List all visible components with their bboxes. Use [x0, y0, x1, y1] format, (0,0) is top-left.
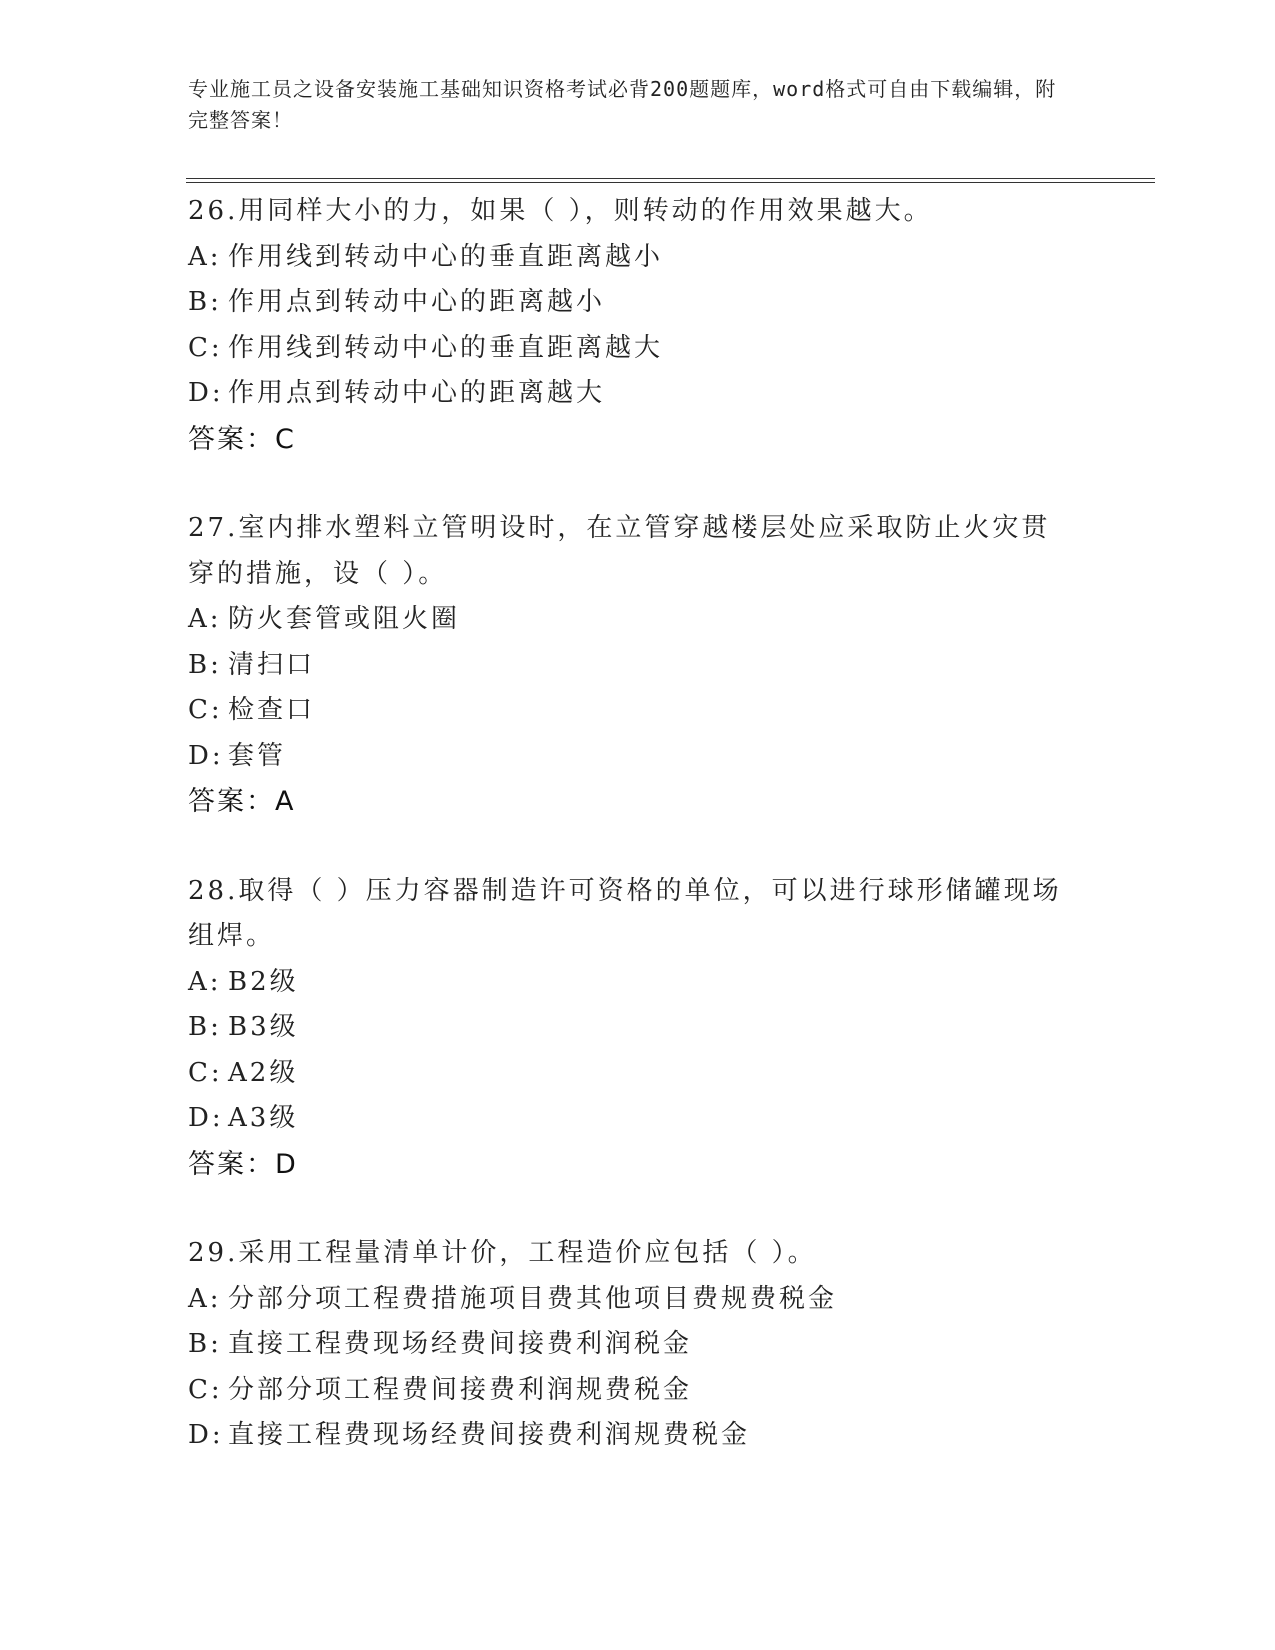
- option-key: C:: [188, 695, 223, 725]
- option-key: D:: [188, 378, 224, 408]
- option-d: [188, 1413, 1088, 1459]
- question-27: [188, 506, 1088, 825]
- header-divider-thick: [186, 182, 1155, 183]
- question-29: [188, 1231, 1088, 1459]
- option-b: [188, 1322, 1088, 1368]
- question-stem: 26.用同样大小的力，如果（ ），则转动的作用效果越大。: [188, 196, 933, 226]
- option-text: 直接工程费现场经费间接费利润规费税金: [228, 1420, 751, 1450]
- option-text: B2级: [228, 966, 299, 997]
- option-text: 分部分项工程费间接费利润规费税金: [228, 1374, 693, 1405]
- question-stem: 28.取得（ ）压力容器制造许可资格的单位，可以进行球形储罐现场组焊。: [188, 875, 1062, 951]
- option-d: [188, 734, 1088, 780]
- option-key: B:: [188, 287, 222, 317]
- option-key: A:: [188, 241, 222, 272]
- question-stem: 29.采用工程量清单计价，工程造价应包括（ ）。: [188, 1238, 817, 1268]
- option-text: A3级: [228, 1103, 299, 1133]
- option-a: [188, 1277, 1088, 1323]
- answer-line: 答案：C: [188, 423, 296, 455]
- answer-line: 答案：A: [188, 786, 296, 817]
- option-text: 防火套管或阻火圈: [228, 604, 461, 634]
- option-d: [188, 371, 1088, 417]
- header-divider-thin: [186, 178, 1155, 179]
- option-key: C:: [188, 1057, 223, 1088]
- option-b: [188, 643, 1088, 689]
- option-text: 作用点到转动中心的距离越小: [228, 287, 606, 317]
- option-key: A:: [188, 1283, 222, 1314]
- option-key: D:: [188, 740, 224, 771]
- option-a: [188, 960, 1088, 1006]
- option-d: [188, 1096, 1088, 1142]
- option-key: B:: [188, 1012, 222, 1042]
- option-b: [188, 280, 1088, 326]
- option-key: D:: [188, 1103, 224, 1133]
- option-c: [188, 326, 1088, 372]
- option-key: B:: [188, 1329, 222, 1359]
- option-text: 直接工程费现场经费间接费利润税金: [228, 1329, 693, 1359]
- option-c: [188, 1368, 1088, 1414]
- option-key: A:: [188, 604, 222, 634]
- option-text: B3级: [228, 1012, 299, 1042]
- option-c: [188, 1051, 1088, 1097]
- document-header: 专业施工员之设备安装施工基础知识资格考试必背200题题库，word格式可自由下载编辑，附完整答案！: [188, 77, 1057, 132]
- question-28: [188, 869, 1088, 1188]
- answer-line: 答案：D: [188, 1148, 298, 1180]
- option-text: 作用点到转动中心的距离越大: [228, 378, 606, 408]
- option-key: A:: [188, 966, 222, 997]
- option-key: D:: [188, 1420, 224, 1450]
- option-text: A2级: [228, 1057, 299, 1088]
- option-key: C:: [188, 332, 223, 363]
- option-text: 作用线到转动中心的垂直距离越小: [228, 241, 664, 272]
- option-b: [188, 1005, 1088, 1051]
- option-text: 作用线到转动中心的垂直距离越大: [228, 332, 664, 363]
- option-text: 分部分项工程费措施项目费其他项目费规费税金: [228, 1283, 838, 1314]
- option-a: [188, 235, 1088, 281]
- option-a: [188, 597, 1088, 643]
- question-list: [188, 189, 1088, 1459]
- option-text: 套管: [228, 740, 287, 771]
- option-text: 清扫口: [228, 649, 316, 680]
- question-stem: 27.室内排水塑料立管明设时，在立管穿越楼层处应采取防止火灾贯穿的措施，设（ ）。: [188, 513, 1051, 589]
- option-key: C:: [188, 1374, 223, 1405]
- option-c: [188, 688, 1088, 734]
- question-26: [188, 189, 1088, 462]
- option-text: 检查口: [228, 695, 316, 725]
- option-key: B:: [188, 649, 222, 680]
